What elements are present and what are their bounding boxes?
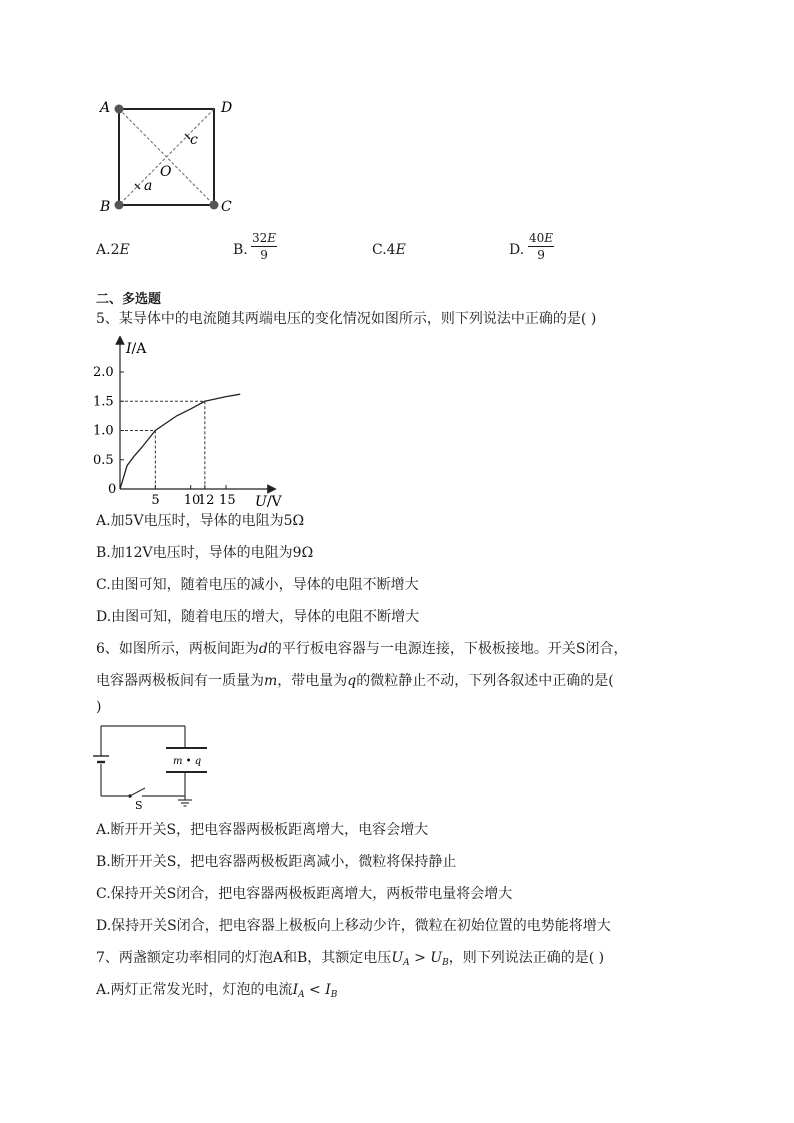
charge-c	[210, 201, 219, 210]
charge-a	[115, 105, 124, 114]
label-a: A	[100, 100, 111, 116]
q4-option-b[interactable]: B.	[233, 242, 248, 258]
x-tick-label: 5	[151, 493, 160, 508]
capacitor-circuit	[90, 718, 220, 810]
label-b: B	[100, 199, 111, 215]
y-axis-label: I/A	[126, 341, 147, 357]
q6-option-a[interactable]: A.断开开关S，把电容器两极板距离增大，电容会增大	[96, 822, 429, 838]
particle-label: m • q	[173, 756, 202, 767]
q5-option-c[interactable]: C.由图可知，随着电压的减小，导体的电阻不断增大	[96, 577, 419, 593]
q6-option-c[interactable]: C.保持开关S闭合，把电容器两极板距离增大，两板带电量将会增大	[96, 886, 513, 902]
y-tick-label: 0.5	[93, 452, 114, 468]
x-axis-label: U/V	[255, 494, 282, 508]
q5-stem: 5、某导体中的电流随其两端电压的变化情况如图所示，则下列说法中正确的是( )	[96, 311, 597, 327]
charge-b	[115, 201, 124, 210]
q4-option-d-fraction: $\frac{40E}{9}$	[529, 231, 554, 262]
q5-option-a[interactable]: A.加5V电压时，导体的电阻为5Ω	[96, 513, 305, 529]
q6-stem-line1: 6、如图所示，两板间距为d的平行板电容器与一电源连接，下极板接地。开关S闭合，	[96, 641, 628, 657]
q4-option-c[interactable]: C.4E	[372, 242, 406, 258]
label-marker-a: a	[144, 178, 153, 194]
x-tick-label: 15	[219, 493, 236, 508]
q6-stem-line2: 电容器两极板间有一质量为m，带电量为q的微粒静止不动，下列各叙述中正确的是(	[96, 673, 614, 689]
x-tick-label: 10	[183, 493, 201, 508]
iv-curve	[120, 394, 240, 489]
label-o: O	[160, 164, 172, 180]
q7-option-a[interactable]: A.两灯正常发光时，灯泡的电流$I_A < I_B$	[96, 982, 338, 1000]
q6-stem-line3: )	[96, 699, 102, 715]
square-figure	[90, 92, 250, 220]
label-c: C	[221, 199, 232, 215]
switch-label: S	[135, 799, 143, 810]
section-heading: 二、多选题	[96, 292, 162, 307]
y-tick-label: 2.0	[93, 365, 114, 380]
q4-option-d[interactable]: D.	[509, 242, 525, 258]
label-marker-c: c	[190, 132, 198, 148]
label-d: D	[221, 100, 233, 116]
origin-label: 0	[108, 482, 117, 497]
switch-lever-icon	[130, 788, 145, 796]
y-tick-label: 1.0	[93, 423, 114, 439]
q5-option-b[interactable]: B.加12V电压时，导体的电阻为9Ω	[96, 545, 314, 561]
q5-option-d[interactable]: D.由图可知，随着电压的增大，导体的电阻不断增大	[96, 609, 420, 625]
q4-option-b-fraction: $\frac{32E}{9}$	[252, 231, 277, 262]
q6-option-d[interactable]: D.保持开关S闭合，把电容器上极板向上移动少许，微粒在初始位置的电势能将增大	[96, 918, 611, 934]
iv-chart	[90, 336, 290, 508]
y-tick-label: 1.5	[93, 394, 114, 410]
x-tick-label: 12	[197, 493, 215, 508]
q6-option-b[interactable]: B.断开开关S，把电容器两极板距离减小，微粒将保持静止	[96, 854, 457, 870]
q7-stem: 7、两盏额定功率相同的灯泡A和B，其额定电压$U_A > U_B$，则下列说法正确的是( )	[96, 950, 605, 968]
q4-option-a[interactable]: A.2E	[96, 242, 130, 258]
